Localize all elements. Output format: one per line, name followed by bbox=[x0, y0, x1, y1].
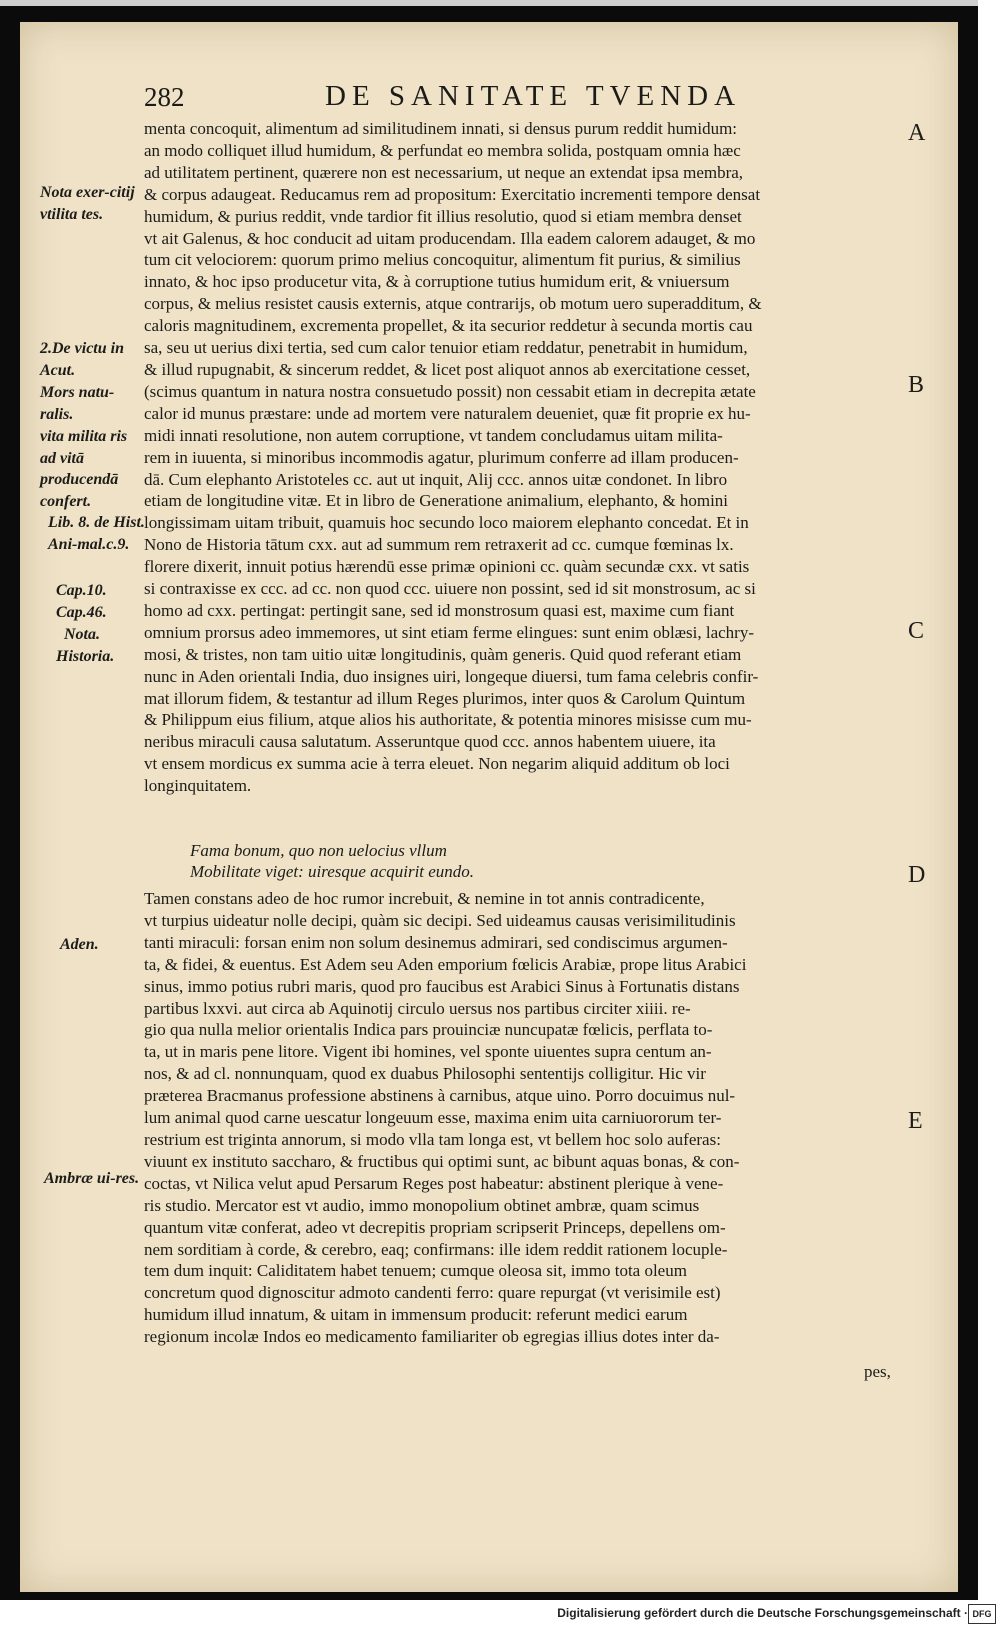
text-line: nunc in Aden orientali India, duo insignes uiri, longeque diuersi, tum fama celebris confir- bbox=[144, 666, 759, 686]
text-line: (scimus quantum in natura nostra consuetudo possit) non cessabit etiam in decrepita ætate bbox=[144, 381, 756, 401]
margin-note: Mors natu-ralis. bbox=[40, 384, 115, 423]
text-line: nem sorditiam à corde, & cerebro, eaq; confirmans: ille idem reddit rationem locuple- bbox=[144, 1239, 728, 1259]
text-line: humidum illud innatum, & uitam in immensum producit: referunt medici earum bbox=[144, 1305, 688, 1325]
margin-note: 2.De victu in Acut. bbox=[40, 340, 124, 379]
text-line: calor id munus præstare: unde ad mortem vere naturalem deueniet, quæ fit proprie ex hu- bbox=[144, 403, 751, 423]
margin-note: Lib. 8. de Hist. Ani-mal.c.9. bbox=[48, 514, 145, 553]
text-line: vt ait Galenus, & hoc conducit ad uitam producendam. Illa eadem calorem adauget, & mo bbox=[144, 228, 756, 248]
text-line: & corpus adaugeat. Reducamus rem ad propositum: Exercitatio incrementi tempore densat bbox=[144, 184, 761, 204]
text-line: caloris magnitudinem, excrementa propellet, & ita securior reddetur à secunda mortis cau bbox=[144, 316, 753, 336]
page-header bbox=[20, 80, 958, 120]
text-line: menta concoquit, alimentum ad similitudinem innati, si densus purum reddit humidum: bbox=[144, 119, 738, 138]
margin-note: Aden. bbox=[60, 936, 99, 953]
page-number: 282 bbox=[144, 82, 185, 112]
footer-bar bbox=[0, 1600, 1000, 1628]
text-line: ris studio. Mercator est vt audio, immo monopolium obtinet ambræ, quam scimus bbox=[144, 1195, 700, 1215]
text-line: tanti miraculi: forsan enim non solum desinemus admirari, sed condiscimus argumen- bbox=[144, 932, 728, 952]
text-line: humidum, & purius reddit, vnde tardior fit illius resolutio, quod si etiam membra denset bbox=[144, 206, 742, 226]
text-line: florere dixerit, innuit potius hærendū esse primæ opinioni cc. quàm secundæ cxx. vt satis bbox=[144, 557, 750, 577]
text-line: ta, & fidei, & euentus. Est Adem seu Aden emporium fœlicis Arabiæ, prope litus Arabici bbox=[144, 954, 747, 974]
text-line: & illud rupugnabit, & sincerum reddet, & licet post aliquot annos ab exercitatione cesset, bbox=[144, 359, 751, 379]
text-line: longissimam uitam tribuit, quamuis hoc secundo loco maiorem elephanto concedat. Et in bbox=[144, 513, 749, 533]
text-line: midi innati resolutione, non autem corruptione, vt tandem concludamus uitam milita- bbox=[144, 425, 723, 445]
text-line: vt turpius uideatur nolle decipi, quàm sic decipi. Sed uideamus causas verisimilitudinis bbox=[144, 910, 736, 930]
section-letter: C bbox=[908, 618, 925, 644]
main-text-block bbox=[144, 118, 872, 797]
text-line: viuunt ex instituto saccharo, & fructibus qui optimi sunt, ac bibunt aquas bonas, & con- bbox=[144, 1151, 740, 1171]
text-line: coctas, vt Nilica velut apud Persarum Reges post habeatur: abstinent plerique à vene- bbox=[144, 1173, 724, 1193]
text-line: restrium est triginta annorum, si modo vlla tam longa est, vt bellem hoc solo auferas: bbox=[144, 1129, 721, 1149]
margin-note: Cap.46. bbox=[56, 604, 107, 621]
text-line: an modo colliquet illud humidum, & perfundat eo membra solida, postquam omnia hæc bbox=[144, 140, 741, 160]
text-line: regionum incolæ Indos eo medicamento familiariter ob egregias illius dotes inter da- bbox=[144, 1327, 720, 1347]
verse-line: Mobilitate viget: uiresque acquirit eundo. bbox=[190, 862, 475, 881]
text-line: tum cit velociorem: quorum primo melius concoquitur, alimentum fit purius, & similius bbox=[144, 250, 741, 270]
text-line: gio qua nulla melior orientalis Indica pars prouinciæ nuncupatæ fœlicis, perflata to- bbox=[144, 1020, 713, 1040]
text-line: corpus, & melius resistet causis externis, atque contrarijs, ob motum uero superadditum, & bbox=[144, 294, 762, 314]
text-line: vt ensem mordicus ex summa acie à terra eleuet. Non negarim aliquid additum ob loci bbox=[144, 754, 730, 774]
text-line: nos, & ad cl. nonnunquam, quod ex duabus Philosophi sententijs colligitur. Hic vir bbox=[144, 1064, 706, 1084]
text-line: Nono de Historia tātum cxx. aut ad summum rem retraxerit ad cc. cumque fœminas lx. bbox=[144, 535, 734, 555]
text-line: & Philippum eius filium, atque alios his authoritate, & potentia minores misisse cum mu- bbox=[144, 710, 752, 730]
text-line: longinquitatem. bbox=[144, 776, 252, 796]
verse-line: Fama bonum, quo non uelocius vllum bbox=[190, 841, 447, 860]
text-line: innato, & hoc ipso producetur vita, & à corruptione tutius humidum erit, & vniuersum bbox=[144, 272, 730, 292]
text-line: ta, ut in maris pene litore. Vigent ibi homines, vel sponte uiuentes supra centum an- bbox=[144, 1042, 712, 1062]
text-line: partibus lxxvi. aut circa ab Aquinotij circulo uersus nos partibus circiter xiiii. re- bbox=[144, 998, 691, 1018]
text-line: sa, seu ut uerius dixi tertia, sed cum calor tenuior etiam reddatur, penetrabit in humidum, bbox=[144, 338, 748, 358]
section-letter: E bbox=[908, 1108, 923, 1134]
verse-quotation bbox=[190, 840, 710, 882]
margin-note: vita milita ris ad vitā producendā confert. bbox=[40, 428, 128, 510]
margin-note: Historia. bbox=[56, 648, 115, 665]
text-line: homo ad cxx. pertingat: pertingit sane, sed id monstrosum quasi est, maxime cum fiant bbox=[144, 600, 735, 620]
top-strip bbox=[0, 0, 978, 6]
text-line: præterea Bracmanus professione abstinens à carnibus, atque uino. Porro docuimus nul- bbox=[144, 1086, 736, 1106]
text-line: quantum vitæ conferat, adeo vt decrepitis propriam scripserit Princeps, depellens om- bbox=[144, 1217, 726, 1237]
second-text-block bbox=[144, 888, 872, 1348]
footer-credit: Digitalisierung gefördert durch die Deutsche Forschungsgemeinschaft · bbox=[557, 1606, 968, 1620]
text-line: dā. Cum elephanto Aristoteles cc. aut ut inquit, Alij ccc. annos uitæ condonet. In libro bbox=[144, 469, 728, 489]
text-line: mat illorum fidem, & testantur ad illum Reges plurimos, inter quos & Carolum Quintum bbox=[144, 688, 746, 708]
text-line: sinus, immo potius rubri maris, quod pro faucibus est Arabici Sinus à Fortunatis distans bbox=[144, 976, 740, 996]
margin-note: Ambræ ui-res. bbox=[44, 1170, 140, 1187]
text-line: si contraxisse ex ccc. ad cc. non quod ccc. uiuere non possint, sed id sit monstrosum, ac si bbox=[144, 579, 756, 599]
margin-note: Nota exer-citij vtilita tes. bbox=[40, 184, 135, 223]
section-letter: B bbox=[908, 372, 925, 398]
text-line: ad utilitatem pertinent, quærere non est necessarium, ut neque an extendat ipsa membra, bbox=[144, 162, 744, 182]
section-letter: A bbox=[908, 120, 926, 146]
margin-note: Nota. bbox=[64, 626, 100, 643]
catchword: pes, bbox=[864, 1362, 891, 1381]
running-title: DE SANITATE TVENDA bbox=[325, 80, 742, 112]
text-line: etiam de longitudine vitæ. Et in libro de Generatione animalium, elephanto, & homini bbox=[144, 491, 729, 511]
text-line: Tamen constans adeo de hoc rumor increbuit, & nemine in tot annis contradicente, bbox=[144, 889, 705, 908]
text-line: omnium prorsus adeo immemores, ut sint etiam ferme elingues: sunt enim oblæsi, lachry- bbox=[144, 622, 754, 642]
text-line: lum animal quod carne uescatur longeuum esse, maxima enim uita carniuororum ter- bbox=[144, 1108, 722, 1128]
book-page bbox=[20, 22, 958, 1592]
text-line: neribus miraculi causa salutatum. Asseruntque quod ccc. annos habentem uiuere, ita bbox=[144, 732, 716, 752]
text-line: tem dum inquit: Caliditatem habet tenuem; cumque oleosa sit, immo tota oleum bbox=[144, 1261, 687, 1281]
text-line: rem in iuuenta, si minoribus incommodis agatur, plurimum conferre ad illam producen- bbox=[144, 447, 739, 467]
text-line: concretum quod dignoscitur admoto candenti ferro: quare repurgat (vt verisimile est) bbox=[144, 1283, 721, 1303]
text-line: mosi, & tristes, non tam uitio uitæ longitudinis, quàm generis. Quid quod referant etiam bbox=[144, 644, 742, 664]
dfg-logo: DFG bbox=[968, 1604, 996, 1624]
margin-note: Cap.10. bbox=[56, 582, 107, 599]
section-letter: D bbox=[908, 862, 926, 888]
